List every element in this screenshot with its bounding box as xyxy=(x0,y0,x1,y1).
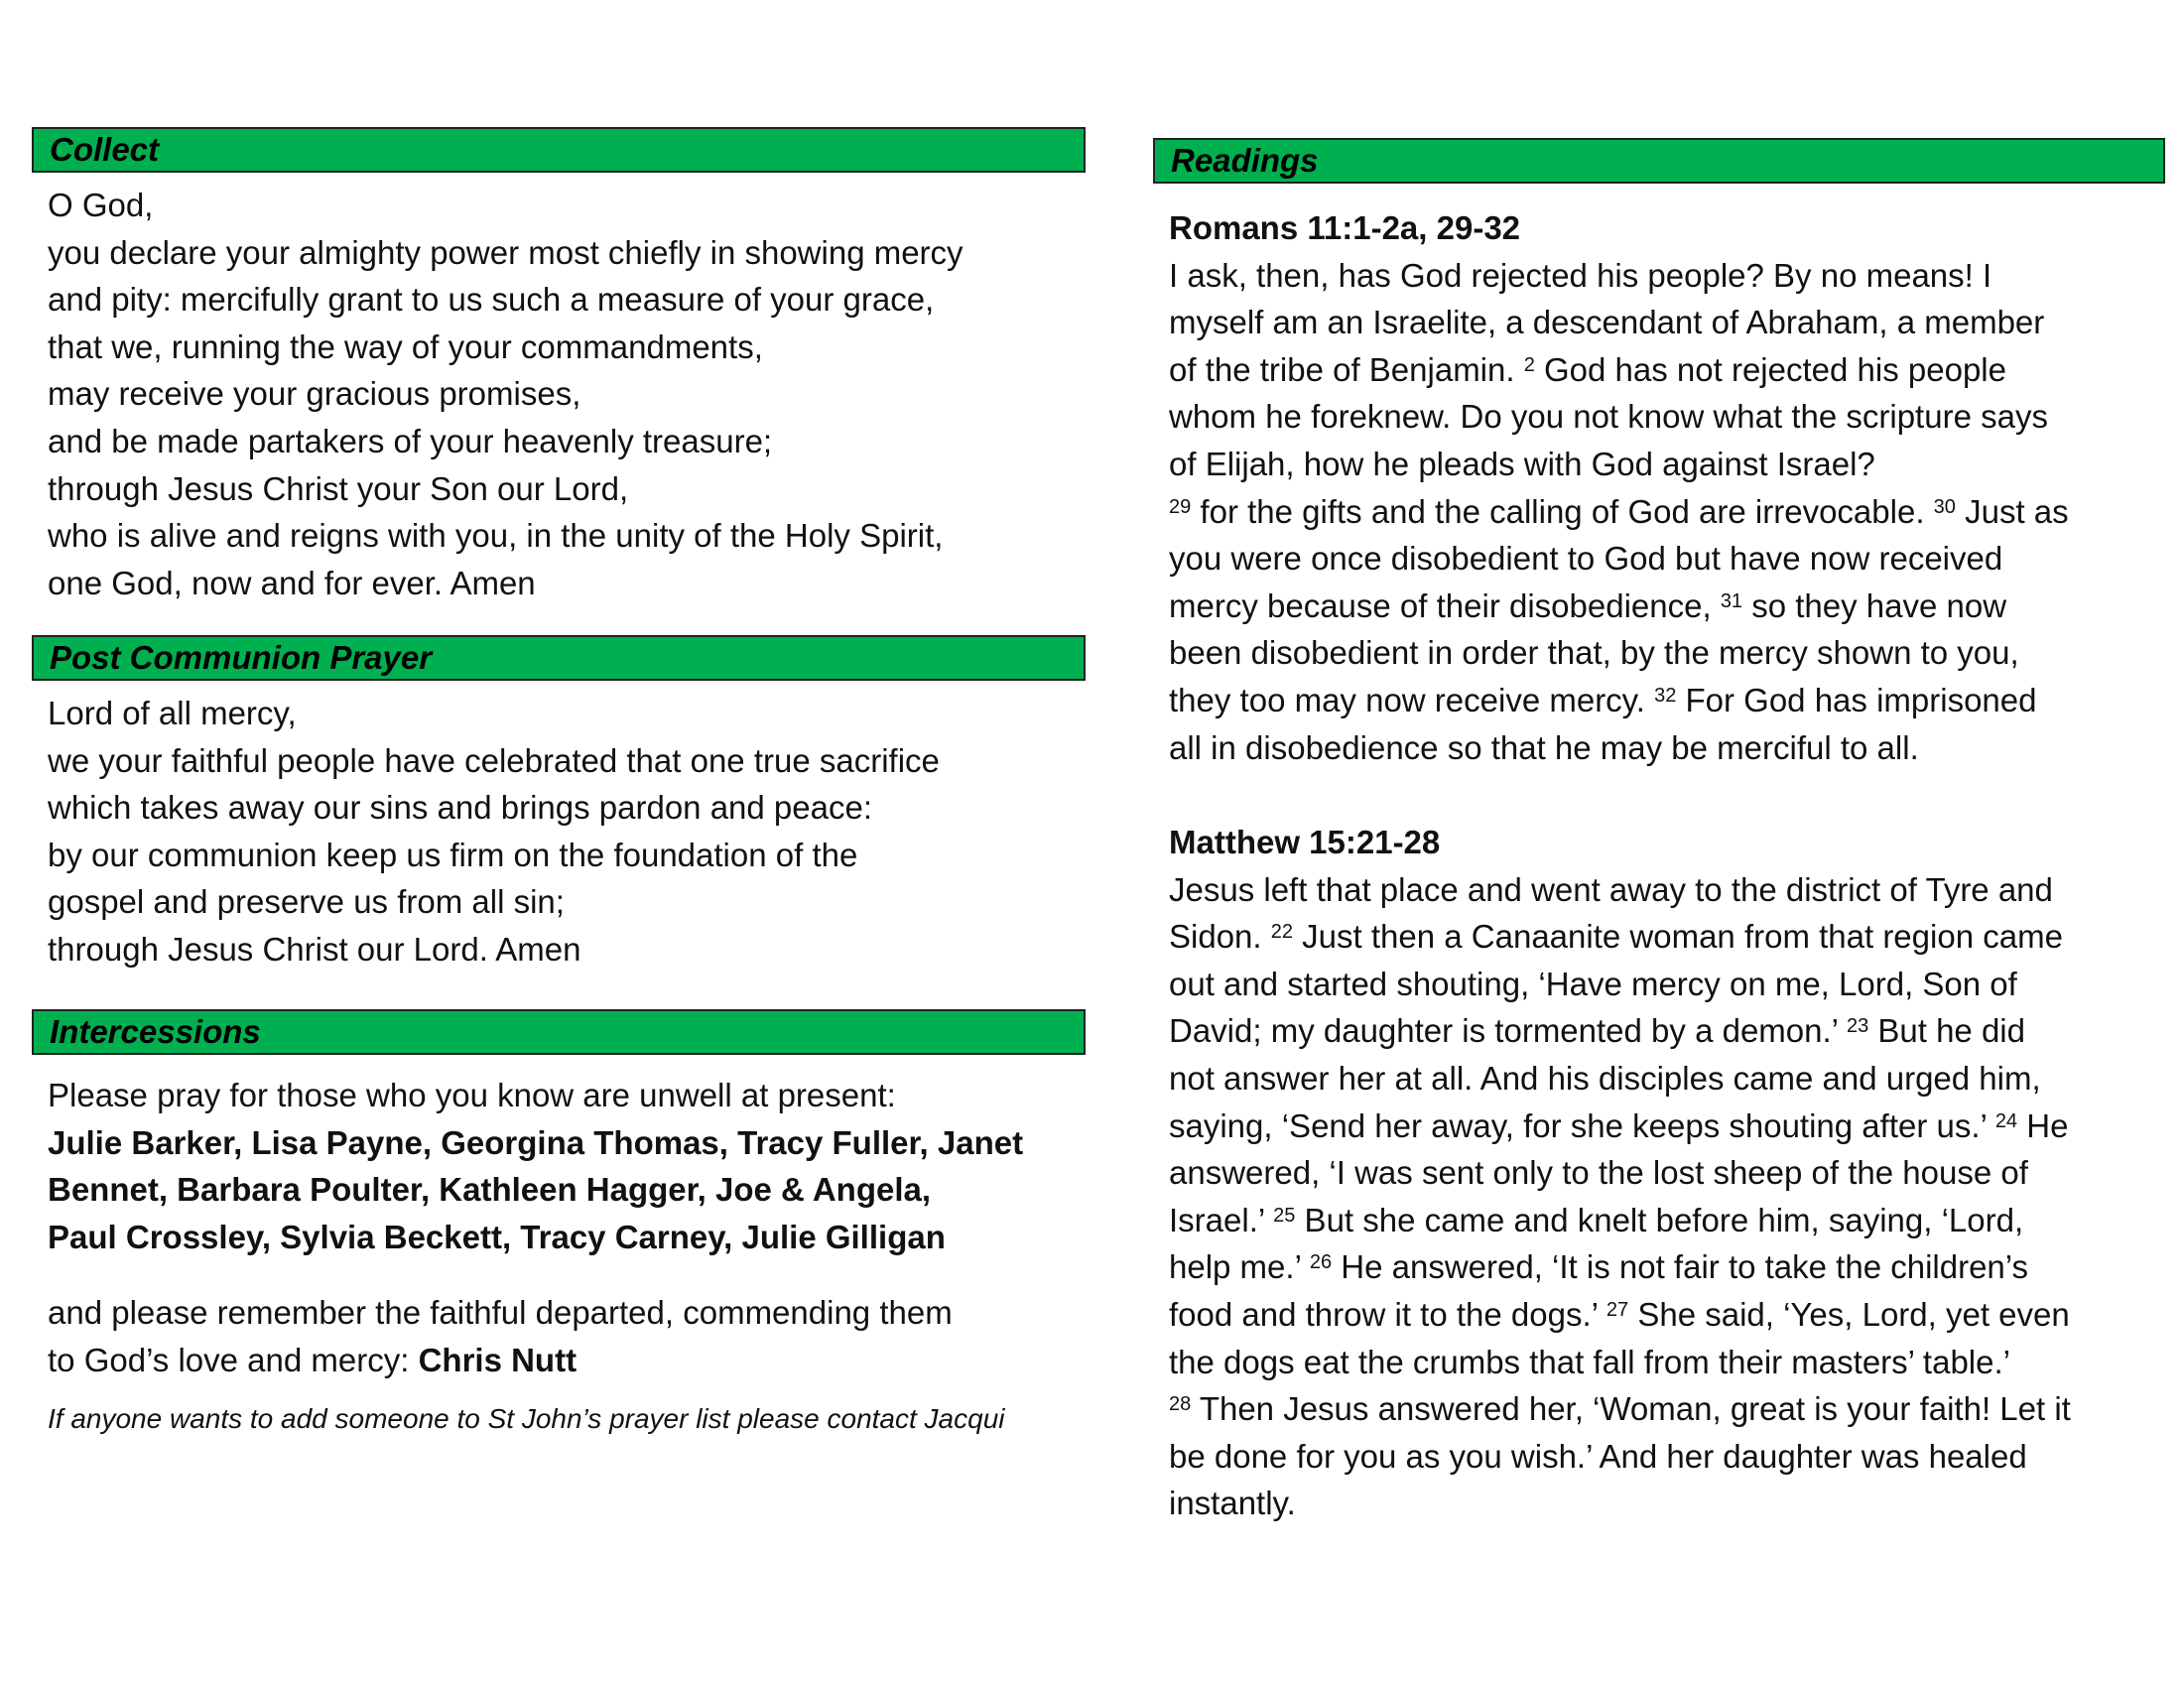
post-communion-line: we your faithful people have celebrated that one true sacrifice xyxy=(48,741,940,779)
reading-line: Sidon. $^{22}$ Just then a Canaanite woman from that region came xyxy=(1169,918,2063,956)
verse-number: 26 xyxy=(1309,1251,1333,1274)
reading-line: $^{29}$ for the gifts and the calling of God are irrevocable. $^{30}$ Just as xyxy=(1169,492,2069,530)
collect-line: one God, now and for ever. Amen xyxy=(48,564,536,601)
unwell-names-line: Julie Barker, Lisa Payne, Georgina Thomas, Tracy Fuller, Janet xyxy=(48,1123,1024,1161)
reading-line: be done for you as you wish.’ And her daughter was healed xyxy=(1169,1437,2027,1475)
verse-number: 32 xyxy=(1654,684,1677,707)
verse-number: 2 xyxy=(1523,353,1535,376)
reading-line: been disobedient in order that, by the mercy shown to you, xyxy=(1169,634,2019,672)
reading-line: answered, ‘I was sent only to the lost sheep of the house of xyxy=(1169,1154,2028,1192)
reading-line: instantly. xyxy=(1169,1485,1296,1522)
collect-line: O God, xyxy=(48,187,154,223)
reading-line: all in disobedience so that he may be merciful to all. xyxy=(1169,728,1919,766)
reading-line: whom he foreknew. Do you not know what the scripture says xyxy=(1169,398,2048,436)
verse-number: 24 xyxy=(1994,1109,2018,1132)
collect-line: that we, running the way of your commandments, xyxy=(48,327,763,365)
departed-text xyxy=(48,1289,953,1383)
reading-line: they too may now receive mercy. $^{32}$ For God has imprisoned xyxy=(1169,681,2037,718)
verse-number: 25 xyxy=(1273,1204,1296,1227)
post-communion-header: Post Communion Prayer xyxy=(32,635,1086,681)
prayer-list-note: If anyone wants to add someone to St John’s prayer list please contact Jacqui xyxy=(48,1403,1005,1434)
reading-line: the dogs eat the crumbs that fall from their masters’ table.’ xyxy=(1169,1343,2010,1380)
verse-number: 23 xyxy=(1846,1015,1869,1038)
verse-number: 22 xyxy=(1270,921,1293,944)
reading-line: Israel.’ $^{25}$ But she came and knelt before him, saying, ‘Lord, xyxy=(1169,1201,2024,1238)
intercessions-text xyxy=(48,1072,1023,1260)
verse-number: 28 xyxy=(1169,1393,1192,1416)
reading-line: mercy because of their disobedience, $^{31}$ so they have now xyxy=(1169,586,2007,624)
departed-line xyxy=(48,1337,953,1384)
post-communion-line: Lord of all mercy, xyxy=(48,695,297,731)
post-communion-line: which takes away our sins and brings pardon and peace: xyxy=(48,789,873,827)
intercessions-header: Intercessions xyxy=(32,1009,1086,1055)
reading-line: food and throw it to the dogs.’ $^{27}$ She said, ‘Yes, Lord, yet even xyxy=(1169,1295,2070,1333)
reading-title: Matthew 15:21-28 xyxy=(1169,824,1441,860)
post-communion-text xyxy=(48,690,940,974)
collect-line: you declare your almighty power most chiefly in showing mercy xyxy=(48,233,964,271)
verse-number: 30 xyxy=(1933,495,1956,518)
reading-line: David; my daughter is tormented by a demon.’ $^{23}$ But he did xyxy=(1169,1012,2025,1050)
verse-number: 31 xyxy=(1720,589,1743,612)
reading-line: $^{28}$ Then Jesus answered her, ‘Woman, great is your faith! Let it xyxy=(1169,1390,2071,1428)
verse-number: 29 xyxy=(1169,495,1192,518)
post-communion-line: gospel and preserve us from all sin; xyxy=(48,883,565,921)
reading-matthew xyxy=(1169,819,2071,1527)
reading-line: saying, ‘Send her away, for she keeps shouting after us.’ $^{24}$ He xyxy=(1169,1106,2069,1144)
collect-line: who is alive and reigns with you, in the unity of the Holy Spirit, xyxy=(48,517,944,555)
collect-line: may receive your gracious promises, xyxy=(48,375,581,413)
collect-line: and be made partakers of your heavenly treasure; xyxy=(48,422,773,459)
reading-line: I ask, then, has God rejected his people? By no means! I xyxy=(1169,256,1992,294)
unwell-names-line: Paul Crossley, Sylvia Beckett, Tracy Carney, Julie Gilligan xyxy=(48,1218,946,1255)
reading-line: myself am an Israelite, a descendant of Abraham, a member xyxy=(1169,304,2045,341)
post-communion-line: through Jesus Christ our Lord. Amen xyxy=(48,930,581,968)
departed-prefix: to God’s love and mercy: xyxy=(48,1341,419,1378)
reading-line: of Elijah, how he pleads with God against Israel? xyxy=(1169,445,1875,482)
collect-line: through Jesus Christ your Son our Lord, xyxy=(48,469,629,507)
collect-line: and pity: mercifully grant to us such a measure of your grace, xyxy=(48,281,935,319)
unwell-names-line: Bennet, Barbara Poulter, Kathleen Hagger, Joe & Angela, xyxy=(48,1171,932,1209)
departed-line: and please remember the faithful departed, commending them xyxy=(48,1294,953,1331)
reading-line: not answer her at all. And his disciples came and urged him, xyxy=(1169,1059,2041,1097)
reading-line: Jesus left that place and went away to the district of Tyre and xyxy=(1169,870,2053,908)
collect-header: Collect xyxy=(32,127,1086,173)
post-communion-line: by our communion keep us firm on the foundation of the xyxy=(48,836,858,873)
readings-header: Readings xyxy=(1153,138,2165,184)
reading-title: Romans 11:1-2a, 29-32 xyxy=(1169,209,1521,246)
reading-line: out and started shouting, ‘Have mercy on me, Lord, Son of xyxy=(1169,965,2017,1002)
collect-text xyxy=(48,182,964,606)
departed-name: Chris Nutt xyxy=(418,1341,578,1378)
reading-line: help me.’ $^{26}$ He answered, ‘It is not fair to take the children’s xyxy=(1169,1248,2029,1286)
reading-line: of the tribe of Benjamin. $^2$ God has not rejected his people xyxy=(1169,350,2006,388)
reading-line: you were once disobedient to God but have now received xyxy=(1169,540,2003,578)
verse-number: 27 xyxy=(1606,1298,1629,1321)
intercessions-intro: Please pray for those who you know are unwell at present: xyxy=(48,1077,896,1113)
reading-romans xyxy=(1169,204,2069,771)
